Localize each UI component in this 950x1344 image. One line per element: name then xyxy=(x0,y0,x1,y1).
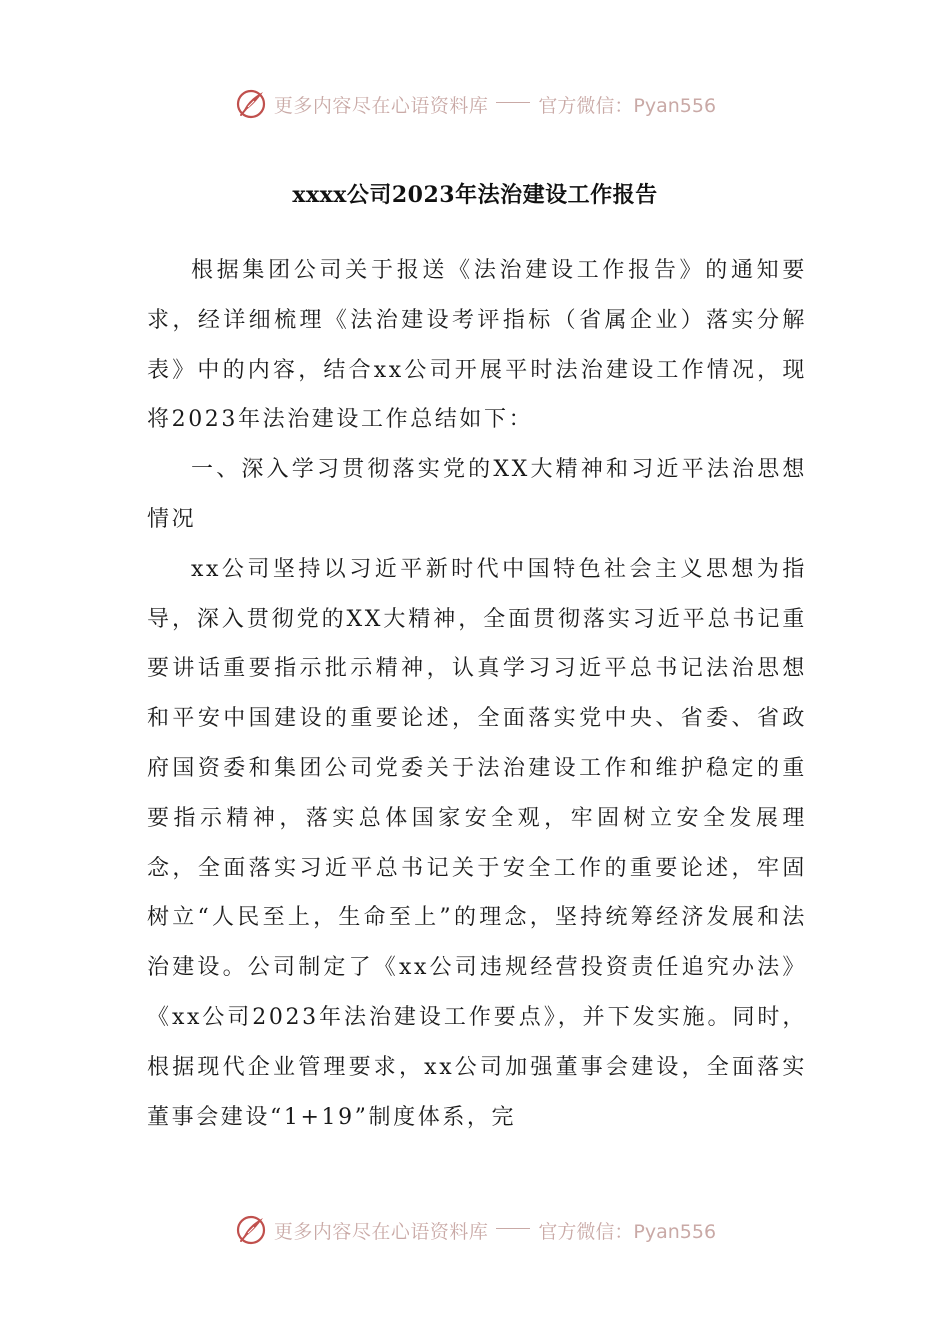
quill-logo-icon xyxy=(234,87,268,121)
paragraph-intro: 根据集团公司关于报送《法治建设工作报告》的通知要求，经详细梳理《法治建设考评指标（省属企业）落实分解表》中的内容，结合xx公司开展平时法治建设工作情况，现将2023年法治建设工作总结如下： xyxy=(147,258,807,433)
quill-logo-icon xyxy=(234,1213,268,1247)
document-body xyxy=(147,246,807,1142)
section-heading-1: 一、深入学习贯彻落实党的XX大精神和习近平法治思想情况 xyxy=(147,457,807,532)
watermark-dash xyxy=(496,1228,530,1229)
watermark-text: 更多内容尽在心语资料库 xyxy=(273,1220,489,1243)
header-watermark-banner xyxy=(0,82,950,126)
watermark-wechat: 官方微信：Pyan556 xyxy=(538,1220,717,1243)
watermark-wechat: 官方微信：Pyan556 xyxy=(538,94,717,117)
footer-watermark-banner xyxy=(0,1208,950,1252)
watermark-dash xyxy=(496,102,530,103)
watermark-group xyxy=(234,1213,716,1247)
document-title: xxxx公司2023年法治建设工作报告 xyxy=(292,182,658,208)
watermark-group xyxy=(234,87,716,121)
watermark-text: 更多内容尽在心语资料库 xyxy=(273,94,489,117)
paragraph-section-1: xx公司坚持以习近平新时代中国特色社会主义思想为指导，深入贯彻党的XX大精神，全面贯彻落实习近平总书记重要讲话重要指示批示精神，认真学习习近平总书记法治思想和平安中国建设的重要论述，全面落实党中央、省委、省政府国资委和集团公司党委关于法治建设工作和维护稳定的重要指示精神，落实总体国家安全观，牢固树立安全发展理念，全面落实习近平总书记关于安全工作的重要论述，牢固树立“人民至上，生命至上”的理念，坚持统筹经济发展和法治建设。公司制定了《xx公司违规经营投资责任追究办法》《xx公司2023年法治建设工作要点》，并下发实施。同时，根据现代企业管理要求，xx公司加强董事会建设，全面落实董事会建设“1+19”制度体系，完 xyxy=(147,556,807,1130)
